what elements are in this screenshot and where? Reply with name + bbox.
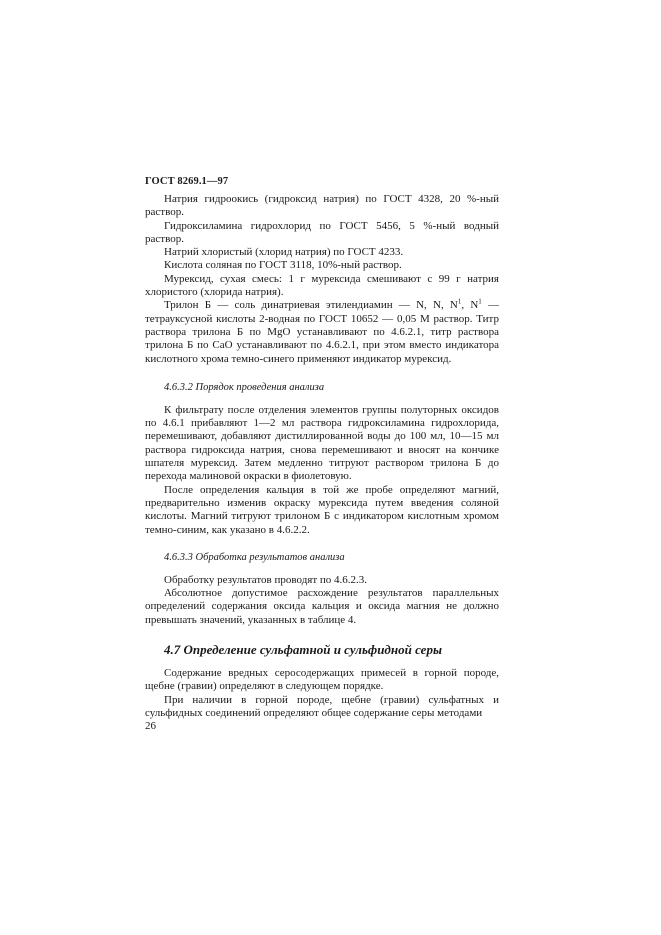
subsection-title-results: 4.6.3.3 Обработка результатов анализа [164, 551, 345, 563]
trilon-text-2: , N [461, 299, 479, 312]
trilon-paragraph [145, 299, 499, 365]
results-paragraph: Абсолютное допустимое расхождение результатов параллельных определений содержания оксида кальция и оксида магния не должно превышать значений, указанных в таблице 4. [145, 587, 499, 626]
reagent-item: Натрия гидроокись (гидроксид натрия) по ГОСТ 4328, 20 %-ный раствор. [145, 193, 499, 219]
results-paragraph: Обработку результатов проводят по 4.6.2.3. [164, 573, 368, 586]
section-title: 4.7 Определение сульфатной и сульфидной серы [164, 642, 442, 658]
document-header: ГОСТ 8269.1—97 [145, 176, 229, 187]
document-page [145, 176, 499, 734]
trilon-sup-1: 1 [457, 297, 462, 306]
section-paragraph: Содержание вредных серосодержащих примесей в горной породе, щебне (гравии) определяют в следующем порядке. [145, 667, 499, 693]
procedure-paragraph: После определения кальция в той же пробе определяют магний, предварительно изменив окраску мурексида путем введения соляной кислоты. Магний титруют трилоном Б с индикатором кислотным хромом темно-синим, как указано в 4.6.2.2. [145, 483, 499, 536]
trilon-text-3: — тетрауксусной кислоты 2-водная по ГОСТ 10652 — 0,05 М раствор. Титр раствора трилона Б по MgO устанавливают по 4.6.2.1, титр раствора трилона Б по CaO устанавливают по 4.6.2.1, при этом вместо индикатора кислотного хрома темно-синего применяют индикатор мурексид. [145, 299, 499, 365]
reagent-item: Натрий хлористый (хлорид натрия) по ГОСТ 4233. [164, 246, 404, 259]
reagent-item: Гидроксиламина гидрохлорид по ГОСТ 5456, 5 %-ный водный раствор. [145, 219, 499, 245]
procedure-paragraph: К фильтрату после отделения элементов группы полуторных оксидов по 4.6.1 прибавляют 1—2 мл раствора гидроксиламина гидрохлорида, перемешивают, добавляют дистиллированной воды до 100 мл, 10—15 мл раствора гидроксида натрия, снова перемешивают и вносят на кончике шпателя мурексид. Затем медленно титруют раствором трилона Б до перехода малиновой окраски в фиолетовую. [145, 403, 499, 483]
page-number: 26 [145, 720, 156, 733]
reagent-item: Кислота соляная по ГОСТ 3118, 10%-ный раствор. [164, 259, 402, 272]
reagent-item: Мурексид, сухая смесь: 1 г мурексида смешивают с 99 г натрия хлористого (хлорида натрия). [145, 272, 499, 299]
subsection-title-procedure: 4.6.3.2 Порядок проведения анализа [164, 381, 325, 393]
trilon-text-1: Трилон Б — соль динатриевая этилендиамин — N, N, N [164, 299, 458, 312]
section-paragraph: При наличии в горной породе, щебне (гравии) сульфатных и сульфидных соединений определяют общее содержание серы методами [145, 693, 499, 719]
trilon-sup-2: 1 [478, 297, 482, 306]
